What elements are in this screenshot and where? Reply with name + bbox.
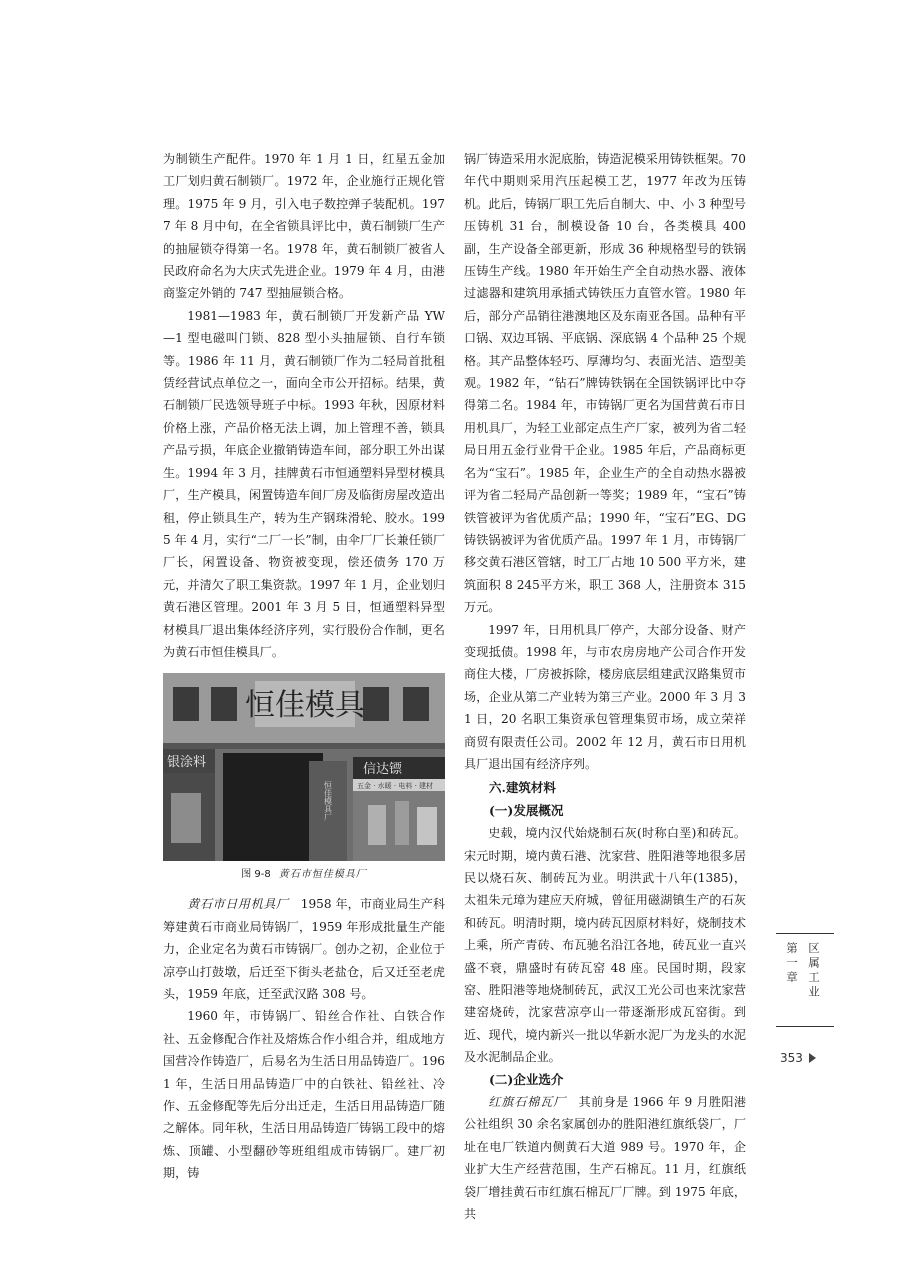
page-arrow-icon bbox=[809, 1053, 816, 1063]
side-tab-title: 区属工业 bbox=[807, 942, 821, 1000]
chapter-side-tab bbox=[776, 933, 834, 1027]
figure-caption bbox=[163, 867, 445, 883]
photo-sign-top: 恒佳模具 bbox=[245, 688, 365, 724]
left-paragraph-1: 为制锁生产配件。1970 年 1 月 1 日，红星五金加工厂划归黄石制锁厂。1972 年，企业施行正规化管理。1975 年 9 月，引入电子数控弹子装配机。1977 年 8 月中旬，在全省锁具评比中，黄石制锁厂生产的抽屉锁夺得第一名。1978 年，黄石制锁厂被省人民政府命名为大庆式先进企业。1979 年 4 月，由港商鉴定外销的 747 型抽屉锁合格。 bbox=[163, 152, 445, 301]
left-paragraph-3-text: 1958 年，市商业局生产科筹建黄石市商业局铸锅厂，1959 年形成批量生产能力，企业定名为黄石市铸锅厂。创办之初，企业位于凉亭山打鼓墩，后迁至下街头老盐仓，后又迁至老虎头，1959 年底，迁至武汉路 308 号。 bbox=[163, 897, 445, 1001]
entry-title-asbestos-tile-factory: 红旗石棉瓦厂 bbox=[488, 1095, 567, 1110]
entry-title-daily-tools-factory: 黄石市日用机具厂 bbox=[187, 897, 289, 912]
section-title: 六.建筑材料 bbox=[489, 780, 556, 796]
left-column bbox=[163, 148, 445, 1185]
subsection-title-enterprises: (二)企业选介 bbox=[489, 1071, 564, 1087]
figure-caption-text: 黄石市恒佳模具厂 bbox=[278, 869, 367, 881]
page-number bbox=[780, 1051, 816, 1065]
right-paragraph-1: 锅厂铸造采用水泥底胎，铸造泥模采用铸铁框架。70 年代中期则采用汽压起模工艺，1977 年改为压铸机。此后，铸锅厂职工先后自制大、中、小 3 种型号压铸机 31 台，制模设备 10 台，各类模具 400 副，生产设备全部更新，形成 36 种规格型号的铁锅压铸生产线。1980 年开始生产全自动热水器、液体过滤器和建筑用承插式铸铁压力直管水管。1980 年后，部分产品销往港澳地区及东南亚各国。品种有平口锅、双边耳锅、平底锅、深底锅 4 个品种 25 个规格。其产品整体轻巧、厚薄均匀、表面光洁、造型美观。1982 年，“钻石”牌铸铁锅在全国铁锅评比中夺得第二名。1984 年，市铸锅厂更名为国营黄石市日用机具厂，为轻工业部定点生产厂家，被列为省二轻局日用五金行业骨干企业。1985 年后，产品商标更名为“宝石”。1985 年，企业生产的全自动热水器被评为省二轻局产品创新一等奖；1989 年，“宝石”铸铁管被评为省优质产品；1990 年，“宝石”EG、DG 铸铁锅被评为省优质产品。1997 年 1 月，市铸锅厂移交黄石港区管辖，时工厂占地 10 500 平方米，建筑面积 8 245平方米，职工 368 人，注册资本 315 万元。 bbox=[464, 152, 746, 615]
side-tab-chapter: 第一章 bbox=[785, 942, 799, 986]
factory-photo-image bbox=[163, 673, 445, 861]
photo-sign-vertical: 恒佳模具厂 bbox=[323, 781, 333, 822]
factory-photo bbox=[163, 673, 445, 861]
figure-number: 图 9-8 bbox=[241, 869, 271, 881]
subsection-title-overview: (一)发展概况 bbox=[489, 802, 564, 818]
right-paragraph-3: 史载，境内汉代始烧制石灰(时称白垩)和砖瓦。宋元时期，境内黄石港、沈家营、胜阳港等地很多居民以烧石灰、制砖瓦为业。明洪武十八年(1385)，太祖朱元璋为建应天府城，曾征用磁湖镇生产的石灰和砖瓦。明清时期，境内砖瓦因原材料好，烧制技术上乘，所产青砖、布瓦驰名沿江各地，砖瓦业一直兴盛不衰，鼎盛时有砖瓦窑 48 座。民国时期，段家窑、胜阳港等地烧制砖瓦，武汉工光公司也来沈家营建窑烧砖，沈家营凉亭山一带逐渐形成瓦窑街。到近、现代，境内新兴一批以华新水泥厂为龙头的水泥及水泥制品企业。 bbox=[464, 826, 746, 1065]
left-paragraph-4: 1960 年，市铸锅厂、铅丝合作社、白铁合作社、五金修配合作社及熔炼合作小组合并，组成地方国营冷作铸造厂，后易名为生活日用品铸造厂。1961 年，生活日用品铸造厂中的白铁社、铅丝社、冷作、五金修配等先后分出迁走，生活日用品铸造厂随之解体。同年秋，生活日用品铸造厂铸锅工段中的熔炼、顶罐、小型翻砂等班组组成市铸锅厂。建厂初期，铸 bbox=[163, 1009, 445, 1181]
left-paragraph-2: 1981—1983 年，黄石制锁厂开发新产品 YW—1 型电磁叫门锁、828 型小头抽屉锁、自行车锁等。1986 年 11 月，黄石制锁厂作为二轻局首批租赁经营试点单位之一，面向全市公开招标。结果，黄石制锁厂民选领导班子中标。1993 年秋，因原材料价格上涨，产品价格无法上调，加上管理不善，锁具产品亏损，年底企业撤销铸造车间，部分职工外出谋生。1994 年 3 月，挂牌黄石市恒通塑料异型材模具厂，生产模具，闲置铸造车间厂房及临街房屋改造出租，停止锁具生产，转为生产钢珠滑轮、胶水。1995 年 4 月，实行“二厂一长”制，由伞厂厂长兼任锁厂厂长，闲置设备、物资被变现，偿还债务 170 万元，并清欠了职工集资款。1997 年 1 月，企业划归黄石港区管理。2001 年 3 月 5 日，恒通塑料异型材模具厂退出集体经济序列，实行股份合作制，更名为黄石市恒佳模具厂。 bbox=[163, 308, 445, 659]
photo-sign-right: 信达镖 bbox=[363, 762, 403, 778]
photo-sign-goods: 五金 · 水暖 · 电料 · 建材 bbox=[357, 782, 434, 791]
right-paragraph-4-text: 其前身是 1966 年 9 月胜阳港公社组织 30 余名家属创办的胜阳港红旗纸袋厂，厂址在电厂铁道内侧黄石大道 989 号。1970 年，企业扩大生产经营范围，生产石棉瓦。11 月，红旗纸袋厂增挂黄石市红旗石棉瓦厂厂牌。到 1975 年底，共 bbox=[464, 1095, 746, 1222]
photo-sign-left: 银涂料 bbox=[167, 755, 207, 771]
left-paragraph-3 bbox=[163, 893, 445, 1005]
right-paragraph-4 bbox=[464, 1091, 746, 1225]
page-number-text: 353 bbox=[780, 1051, 803, 1065]
right-column bbox=[464, 148, 746, 1226]
right-paragraph-2: 1997 年，日用机具厂停产，大部分设备、财产变现抵债。1998 年，与市农房房地产公司合作开发商住大楼，厂房被拆除，楼房底层组建武汉路集贸市场，企业从第二产业转为第三产业。2000 年 3 月 31 日，20 名职工集资承包管理集贸市场，成立荣祥商贸有限责任公司。2002 年 12 月，黄石市日用机具厂退出国有经济序列。 bbox=[464, 622, 746, 771]
